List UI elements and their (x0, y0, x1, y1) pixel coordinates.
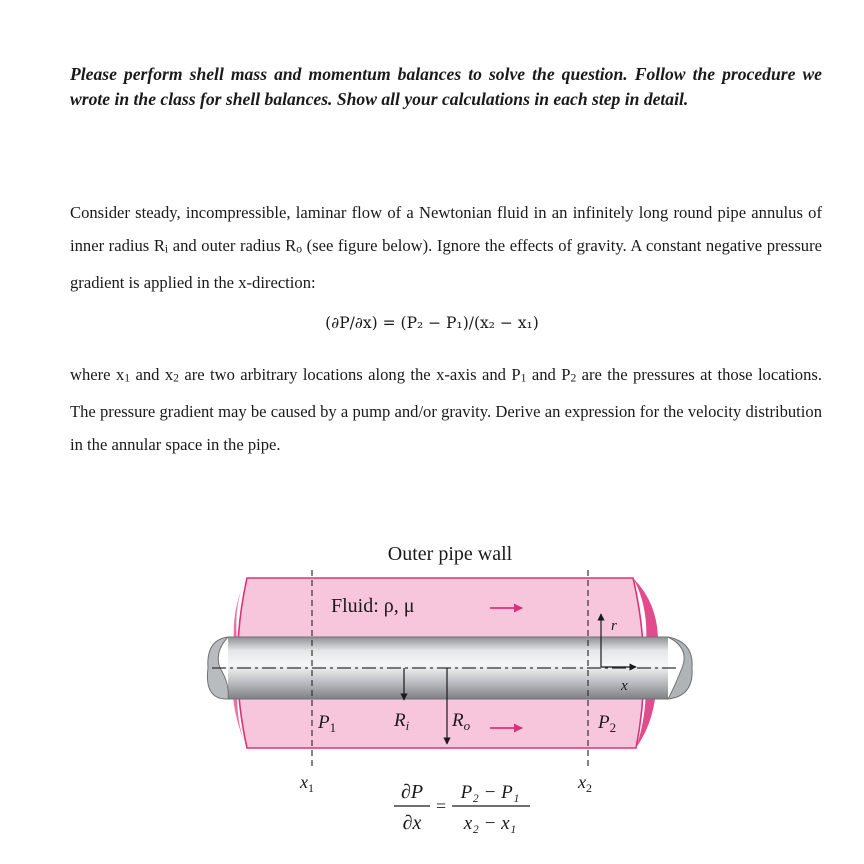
outer-wall-label: Outer pipe wall (387, 543, 513, 565)
x2-label: $x_2$ (578, 772, 592, 795)
r-axis-label: r (611, 618, 617, 634)
instructions-paragraph: Please perform shell mass and momentum balances to solve the question. Follow the procedure we wrote in the class for shell balances. Show all your calculations in each step in detail. (70, 64, 822, 109)
ri-subscript: i (164, 242, 169, 256)
p1-label: $P_1$ (318, 712, 337, 735)
fraction-denominator: x₂ − x₁ (463, 813, 517, 834)
where-text-e: are the pressures at those locations. The pressure gradient may be caused by a pump and/or gravity. Derive an expression for the velocity distribution in the annular space in the pipe. (70, 365, 823, 454)
ri-label: $R_i$ (394, 710, 410, 733)
x1-subscript: 1 (124, 371, 131, 385)
fluid-label: Fluid: ρ, μ (331, 595, 415, 617)
p2-subscript: 2 (570, 371, 577, 385)
problem-intro-c: (see figure below). Ignore the effects of gravity. A constant negative pressure gradient is applied in the x-direction: (70, 236, 822, 292)
fraction-numerator: P₂ − P₁ (460, 782, 520, 803)
where-text-a: where x (70, 365, 125, 384)
ro-label: $R_o$ (452, 710, 471, 733)
problem-intro-a: Consider steady, incompressible, laminar flow of a Newtonian fluid in an infinitely long round pipe annulus of inner radius R (70, 203, 822, 255)
x-axis-label: x (621, 678, 628, 694)
where-text-c: are two arbitrary locations along the x-axis and P (178, 365, 521, 384)
p1-subscript: 1 (520, 371, 527, 385)
where-text-b: and x (130, 365, 174, 384)
p2-label: $P_2$ (598, 712, 617, 735)
dp-numerator: ∂P (400, 781, 424, 803)
problem-intro-b: and outer radius R (168, 236, 297, 255)
ro-subscript: o (296, 242, 302, 256)
x1-label: $x_1$ (300, 772, 314, 795)
fraction-equals: = (436, 796, 447, 816)
dx-denominator: ∂x (402, 812, 422, 834)
where-text-d: and P (526, 365, 571, 384)
pressure-gradient-equation: (∂P/∂x) = (P₂ − P₁)/(x₂ − x₁) (325, 314, 539, 332)
x2-subscript: 2 (173, 371, 179, 385)
